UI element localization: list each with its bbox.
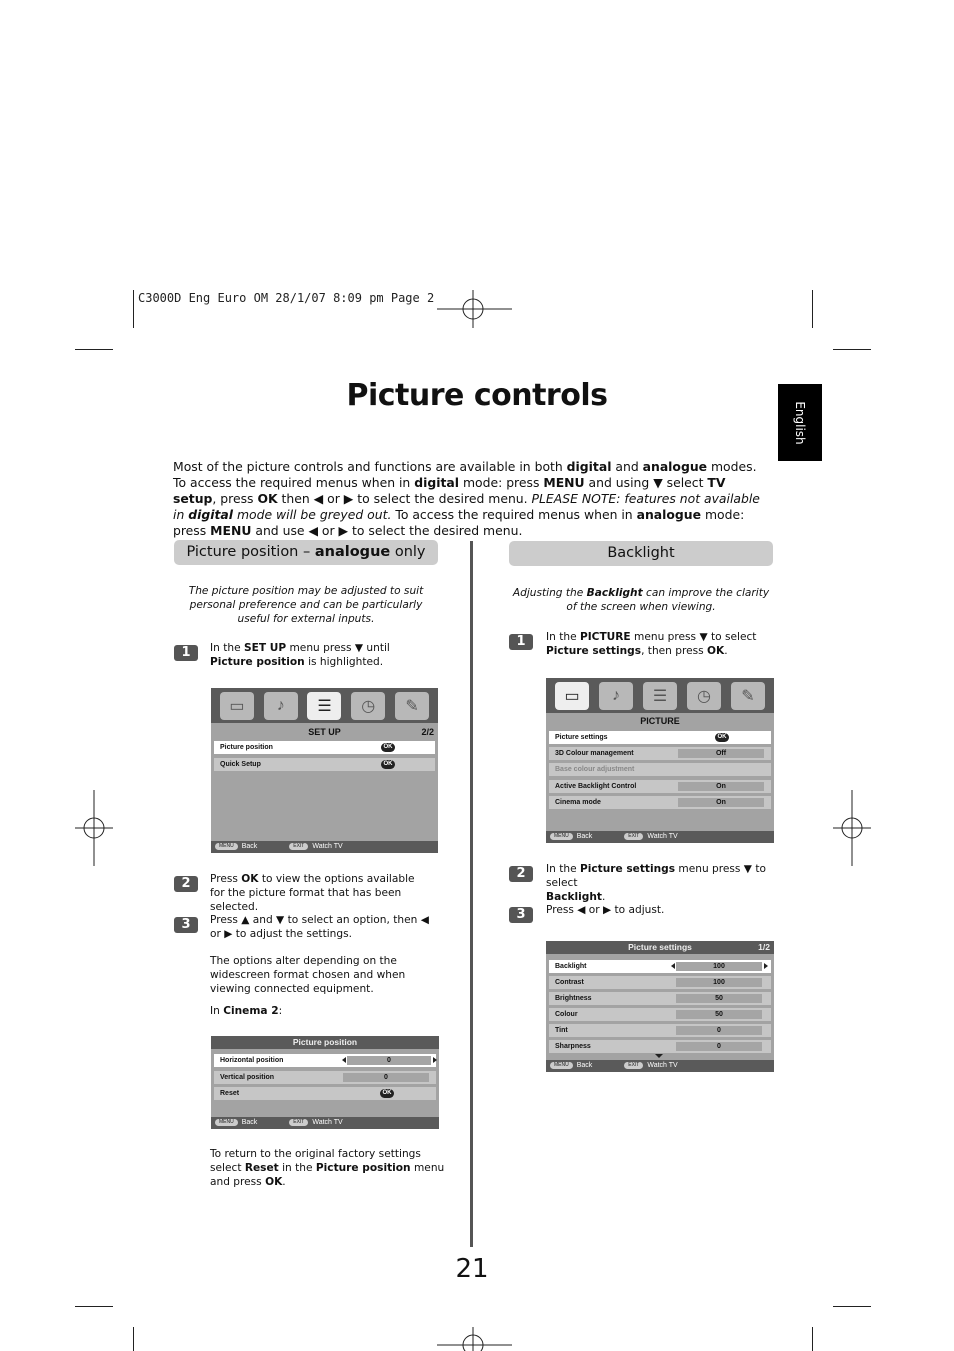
menu-row: Sharpness 0: [549, 1040, 771, 1053]
menu-title: Picture settings 1/2: [546, 941, 774, 954]
menu-icon-bar: [211, 688, 438, 723]
menu-row: Cinema mode On: [549, 796, 771, 809]
step-text: Press OK to view the options available for the picture format that has been selected.: [210, 873, 415, 913]
menu-row: Picture position OK: [214, 741, 435, 754]
menu-header: PICTURE: [640, 716, 680, 726]
menu-row-disabled: Base colour adjustment: [549, 763, 771, 776]
wrench-icon: ✎: [731, 682, 765, 710]
step-badge: 1: [174, 645, 198, 661]
step-text: In the SET UP menu press ▼ until Picture position is highlighted.: [210, 642, 390, 668]
arrow-left-icon: [671, 963, 675, 969]
menu-row: Tint 0: [549, 1024, 771, 1037]
menu-row: Quick Setup OK: [214, 758, 435, 771]
sound-icon: ♪: [599, 682, 633, 710]
intro-paragraph: Most of the picture controls and functions are available in both digital and analogue modes. To access the required menus when in digital mode: press MENU and using ▼ select TV setup, press OK then ◀ or ▶ to select the desired menu. PLEASE NOTE: features not available in digital mode will be greyed out. To access the required menus when in analogue mode: press MENU and use ◀ or ▶ to select the desired menu.: [173, 459, 760, 538]
picture-position-screen: [211, 1036, 439, 1129]
menu-footer: MENU Back EXIT Watch TV: [546, 1060, 774, 1072]
print-slug: C3000D Eng Euro OM 28/1/07 8:09 pm Page 2: [138, 291, 435, 305]
page-title: Picture controls: [346, 378, 608, 413]
picture-menu-screen: [546, 678, 774, 843]
page-number: 21: [455, 1254, 489, 1284]
picture-icon: ▭: [555, 682, 589, 710]
timer-icon: ◷: [687, 682, 721, 710]
picture-position-intro: The picture position may be adjusted to suit personal preference and can be particularly useful for external inputs.: [188, 585, 424, 625]
section-heading-picture-position: Picture position – analogue only: [174, 540, 438, 565]
step-text: In the Picture settings menu press ▼ to select Backlight.: [546, 863, 766, 903]
step-text: In the PICTURE menu press ▼ to select Picture settings, then press OK.: [546, 631, 757, 657]
menu-row: Reset OK: [214, 1087, 436, 1100]
menu-footer: MENU Back EXIT Watch TV: [211, 841, 438, 853]
arrow-right-icon: [433, 1057, 437, 1063]
setup-icon: ☰: [643, 682, 677, 710]
sound-icon: ♪: [264, 692, 298, 720]
ok-key: OK: [715, 733, 729, 742]
setup-icon: ☰: [307, 692, 341, 720]
menu-row: 3D Colour management Off: [549, 747, 771, 760]
ok-key: OK: [381, 760, 395, 769]
menu-title: Picture position: [211, 1036, 439, 1049]
step-text: Press ◀ or ▶ to adjust.: [546, 904, 665, 916]
ok-key: OK: [380, 1089, 394, 1098]
scroll-down-icon: [655, 1054, 663, 1058]
menu-row: Backlight 100: [549, 960, 771, 973]
step-badge: 3: [509, 907, 533, 923]
step-badge: 1: [509, 634, 533, 650]
menu-row: Brightness 50: [549, 992, 771, 1005]
setup-menu-screen: [211, 688, 438, 853]
section-heading-backlight: Backlight: [509, 541, 773, 566]
cinema-label: In Cinema 2:: [210, 1005, 283, 1017]
menu-row: Horizontal position 0: [214, 1054, 436, 1067]
picture-icon: ▭: [220, 692, 254, 720]
page-indicator: 2/2: [421, 727, 434, 737]
step-badge: 3: [174, 917, 198, 933]
page-indicator: 1/2: [758, 942, 770, 952]
reset-instructions: To return to the original factory settings select Reset in the Picture position menu and press OK.: [210, 1148, 445, 1188]
column-divider: [470, 541, 473, 1247]
picture-settings-screen: [546, 941, 774, 1072]
menu-header: SET UP: [308, 727, 341, 737]
timer-icon: ◷: [351, 692, 385, 720]
step-badge: 2: [174, 876, 198, 892]
arrow-right-icon: [764, 963, 768, 969]
wrench-icon: ✎: [395, 692, 429, 720]
step-badge: 2: [509, 866, 533, 882]
menu-row: Active Backlight Control On: [549, 780, 771, 793]
step-text: Press ▲ and ▼ to select an option, then ◀ or ▶ to adjust the settings.: [210, 914, 429, 940]
menu-row: Colour 50: [549, 1008, 771, 1021]
arrow-left-icon: [342, 1057, 346, 1063]
menu-row: Vertical position 0: [214, 1071, 436, 1084]
menu-icon-bar: [546, 678, 774, 713]
backlight-intro: Adjusting the Backlight can improve the clarity of the screen when viewing.: [512, 587, 770, 613]
ok-key: OK: [381, 743, 395, 752]
menu-row: Contrast 100: [549, 976, 771, 989]
menu-footer: MENU Back EXIT Watch TV: [546, 831, 774, 843]
menu-row: Picture settings OK: [549, 731, 771, 744]
language-tab: English: [778, 384, 822, 461]
note-text: The options alter depending on the widescreen format chosen and when viewing connected equipment.: [210, 955, 406, 995]
menu-footer: MENU Back EXIT Watch TV: [211, 1117, 439, 1129]
